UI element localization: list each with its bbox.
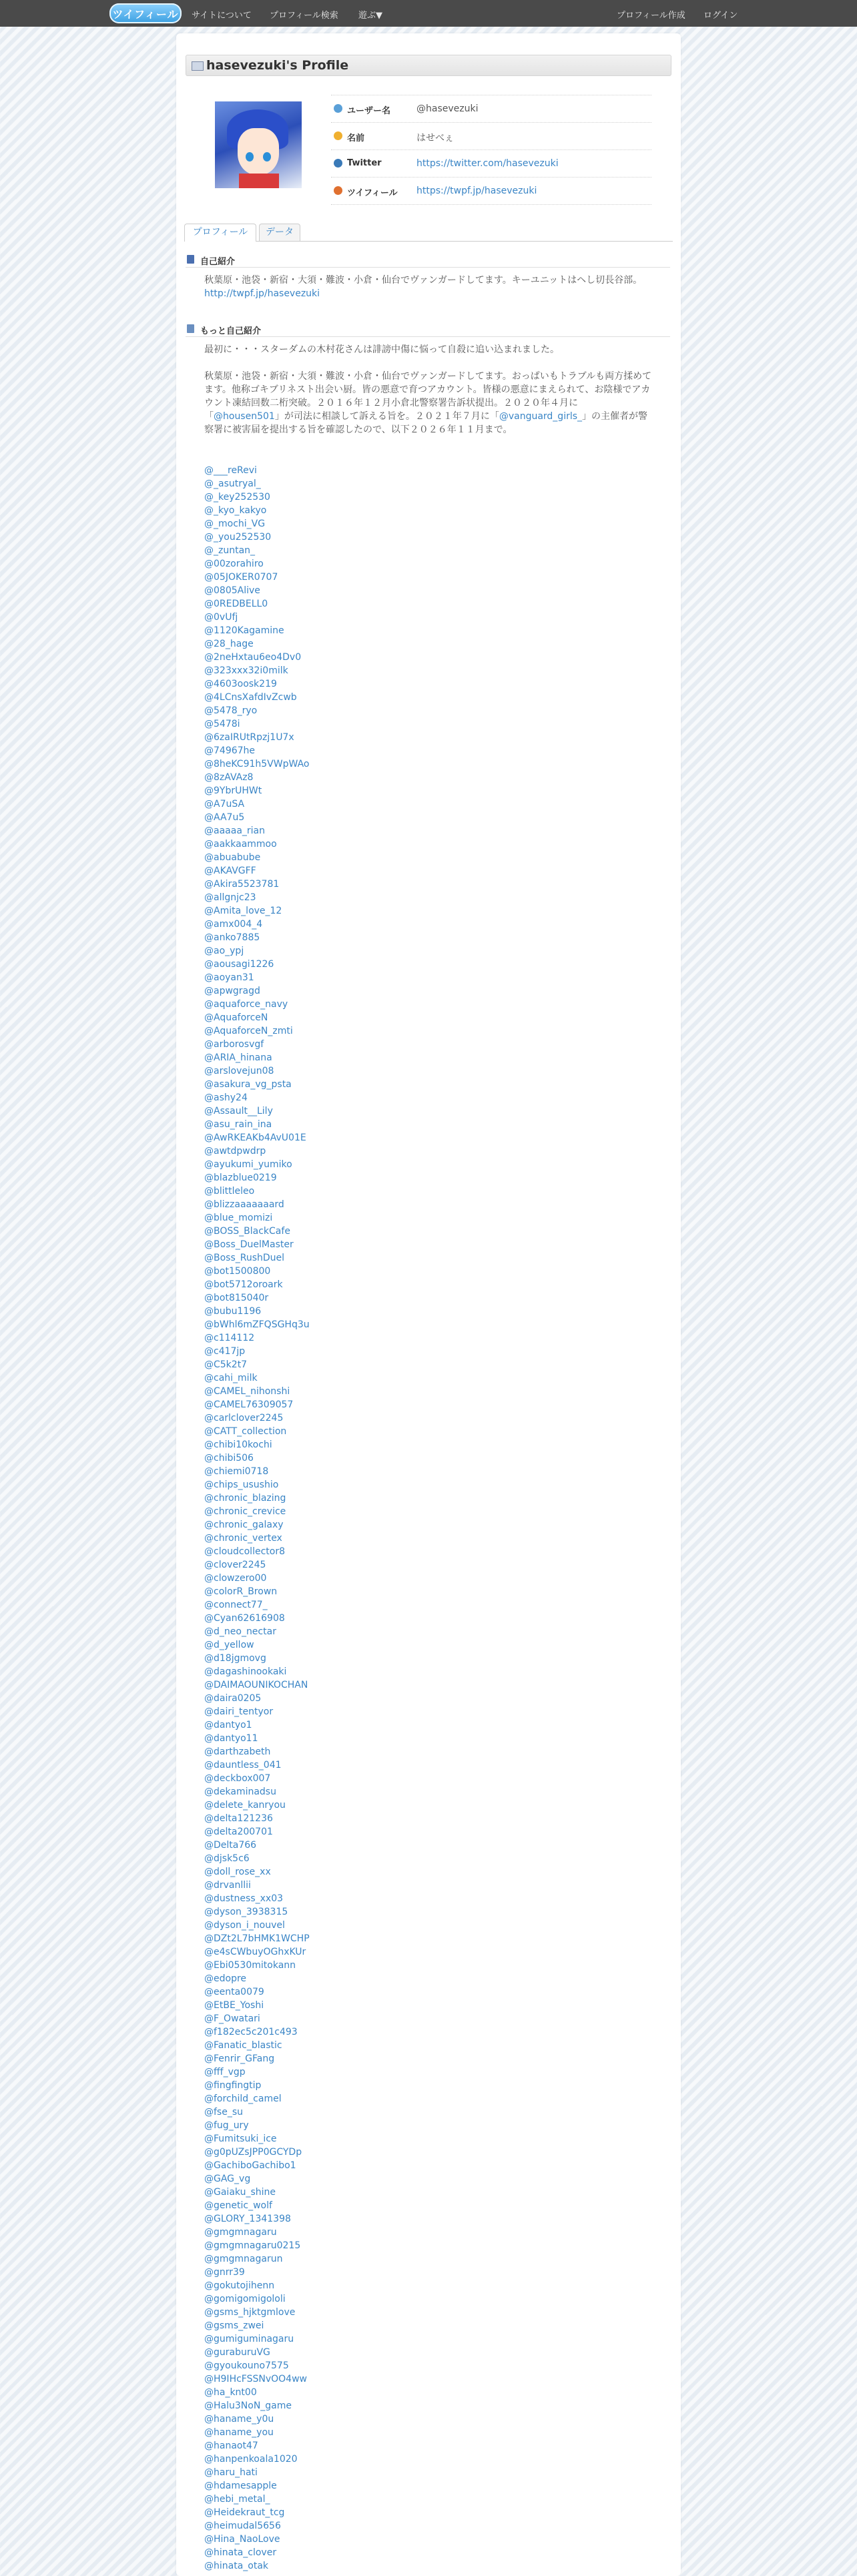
top-navigation-bar [0,0,857,27]
handle-list [204,464,471,2573]
profile-card-icon [192,61,204,71]
handle-link[interactable]: @connect77_ [204,1600,268,1610]
paragraph-text: 」が司法に相談して訴える旨を。２０２１年７月に「 [274,411,499,422]
handle-link[interactable]: @chronic_galaxy [204,1520,284,1530]
handle-link[interactable]: @dantyo1 [204,1720,252,1730]
handle-link[interactable]: @DAIMAOUNIKOCHAN [204,1680,308,1690]
handle-link[interactable]: @g0pUZsJPP0GCYDp [204,2147,302,2158]
handle-link[interactable]: @aakkaammoo [204,839,277,850]
handle-link[interactable]: @28_hage [204,639,254,649]
intro-heading [186,252,670,268]
handle-link[interactable]: @Cyan62616908 [204,1613,285,1624]
handle-link[interactable]: @5478_ryo [204,705,258,716]
handle-link[interactable]: @chips_usushio [204,1480,279,1490]
handle-link[interactable]: @GAG_vg [204,2174,251,2184]
handle-link[interactable]: @GachiboGachibo1 [204,2160,296,2171]
handle-link[interactable]: @_key252530 [204,492,270,503]
handle-link[interactable]: @chibi10kochi [204,1439,272,1450]
mention-link[interactable]: @vanguard_girls_ [499,411,583,422]
handle-link[interactable]: @AquaforceN [204,1012,268,1023]
handle-link[interactable]: @arslovejun08 [204,1066,274,1076]
handle-link[interactable]: @Amita_love_12 [204,906,282,916]
handle-link[interactable]: @daira0205 [204,1693,262,1704]
handle-link[interactable]: @c114112 [204,1333,255,1343]
handle-link[interactable]: @ARIA_hinana [204,1052,272,1063]
handle-link[interactable]: @ayukumi_yumiko [204,1159,292,1170]
handle-link[interactable]: @Heidekraut_tcg [204,2507,285,2518]
handle-link[interactable]: @gyoukouno7575 [204,2360,289,2371]
twitter-link[interactable]: https://twitter.com/hasevezuki [416,158,559,169]
handle-link[interactable]: @awtdpwdrp [204,1146,266,1157]
handle-link[interactable]: @colorR_Brown [204,1586,278,1597]
handle-link[interactable]: @chronic_blazing [204,1493,286,1504]
handle-link[interactable]: @hanaot47 [204,2441,258,2451]
handle-link[interactable]: @dustness_xx03 [204,1893,284,1904]
handle-link[interactable]: @gmgmnagaru [204,2227,277,2238]
handle-link[interactable]: @amx004_4 [204,919,263,930]
handle-link[interactable]: @bubu1196 [204,1306,262,1317]
handle-link[interactable]: @gsms_zwei [204,2320,264,2331]
handle-link[interactable]: @dantyo11 [204,1733,258,1744]
tab-profile[interactable]: プロフィール [184,224,256,242]
handle-link[interactable]: @4LCnsXafdIvZcwb [204,692,297,703]
handle-link[interactable]: @cloudcollector8 [204,1546,285,1557]
handle-link[interactable]: @Boss_DuelMaster [204,1239,294,1250]
section-title: 自己紹介 [200,257,236,267]
handle-link[interactable]: @aquaforce_navy [204,999,288,1010]
handle-link[interactable]: @Fanatic_blastic [204,2040,282,2051]
handle-link[interactable]: @9YbrUHWt [204,785,262,796]
handle-link[interactable]: @_kyo_kakyo [204,505,267,516]
handle-link[interactable]: @0vUfj [204,612,238,623]
handle-link[interactable]: @4603oosk219 [204,679,277,689]
handle-link[interactable]: @bot1500800 [204,1266,271,1277]
handle-link[interactable]: @_zuntan_ [204,545,256,556]
handle-link[interactable]: @drvanllii [204,1880,251,1891]
handle-link[interactable]: @DZt2L7bHMK1WCHP [204,1933,310,1944]
handle-link[interactable]: @arborosvgf [204,1039,264,1050]
info-row-name [331,123,651,150]
handle-link[interactable]: @hdamesapple [204,2481,277,2491]
globe-icon [334,159,342,168]
nav-about-link[interactable]: サイトについて [192,11,252,21]
handle-link[interactable]: @hebi_metal_ [204,2494,270,2505]
handle-link[interactable]: @asu_rain_ina [204,1119,272,1130]
handle-link[interactable]: @delta200701 [204,1827,273,1837]
handle-link[interactable]: @blizzaaaaaaard [204,1199,284,1210]
handle-link[interactable]: @323xxx32i0milk [204,665,288,676]
handle-link[interactable]: @aaaaa_rian [204,826,265,836]
handle-link[interactable]: @f182ec5c201c493 [204,2027,298,2037]
handle-link[interactable]: @Fumitsuki_ice [204,2134,277,2144]
handle-link[interactable]: @chronic_vertex [204,1533,282,1544]
book-icon [187,255,194,264]
username-value: @hasevezuki [416,103,479,114]
handle-link[interactable]: @haru_hati [204,2467,258,2478]
handle-link[interactable]: @genetic_wolf [204,2200,272,2211]
handle-link[interactable]: @___reRevi [204,465,257,476]
handle-link[interactable]: @2neHxtau6eo4Dv0 [204,652,302,663]
handle-link[interactable]: @bot815040r [204,1293,269,1303]
handle-link[interactable]: @fug_ury [204,2120,249,2131]
more-intro-heading [186,322,670,337]
handle-link[interactable]: @blue_momizi [204,1213,273,1223]
handle-link[interactable]: @aoyan31 [204,972,254,983]
handle-link[interactable]: @gmgmnagarun [204,2254,283,2264]
handle-link[interactable]: @chiemi0718 [204,1466,269,1477]
handle-link[interactable]: @_mochi_VG [204,519,266,529]
info-label: ツイフィール [347,188,398,198]
handle-link[interactable]: @8zAVAz8 [204,772,254,783]
handle-link[interactable]: @eenta0079 [204,1987,264,1997]
profile-title-bar [186,55,671,76]
handle-link[interactable]: @d_neo_nectar [204,1626,276,1637]
handle-link[interactable]: @F_Owatari [204,2013,260,2024]
handle-link[interactable]: @gomigomigololi [204,2294,286,2304]
handle-link[interactable]: @Hina_NaoLove [204,2534,280,2545]
page-title: hasevezuki's Profile [206,58,349,73]
handle-link[interactable]: @gokutojihenn [204,2280,275,2291]
handle-link[interactable]: @chronic_crevice [204,1506,286,1517]
handle-link[interactable]: @bot5712oroark [204,1279,283,1290]
name-value: はせべぇ [416,133,454,143]
handle-link[interactable]: @dekaminadsu [204,1787,276,1797]
handle-link[interactable]: @74967he [204,745,256,756]
handle-link[interactable]: @dairi_tentyor [204,1706,274,1717]
handle-link[interactable]: @Akira5523781 [204,879,280,890]
handle-link[interactable]: @gumiguminagaru [204,2334,294,2344]
handle-link[interactable]: @0805Alive [204,585,260,596]
handle-link[interactable]: @fse_su [204,2107,244,2118]
home-icon [334,186,342,195]
handle-link[interactable]: @apwgragd [204,986,260,996]
handle-link[interactable]: @ashy24 [204,1092,248,1103]
twpf-link[interactable]: https://twpf.jp/hasevezuki [416,186,537,196]
handle-link[interactable]: @CAMEL76309057 [204,1399,294,1410]
handle-link[interactable]: @00zorahiro [204,559,264,569]
nav-profile-search-link[interactable]: プロフィール検索 [270,11,338,21]
handle-link[interactable]: @fingfingtip [204,2080,262,2091]
handle-link[interactable]: @edopre [204,1973,247,1984]
handle-link[interactable]: @gmgmnagaru0215 [204,2240,301,2251]
handle-link[interactable]: @guraburuVG [204,2347,270,2358]
handle-link[interactable]: @Gaiaku_shine [204,2187,276,2198]
info-row-twitter [331,150,651,178]
intro-text [204,274,653,300]
handle-link[interactable]: @asakura_vg_psta [204,1079,292,1090]
nav-create-profile-link[interactable]: プロフィール作成 [617,11,685,21]
handle-link[interactable]: @ao_ypj [204,946,244,956]
info-label: 名前 [347,133,365,143]
section-title: もっと自己紹介 [200,326,262,336]
handle-link[interactable]: @Delta766 [204,1840,257,1851]
handle-link[interactable]: @bWhl6mZFQSGHq3u [204,1319,310,1330]
user-icon [334,104,342,113]
handle-link[interactable]: @forchild_camel [204,2094,282,2104]
handle-link[interactable]: @heimudal5656 [204,2521,281,2531]
handle-link[interactable]: @dyson_3938315 [204,1907,288,1917]
handle-link[interactable]: @d18jgmovg [204,1653,266,1664]
info-row-twpf [331,178,651,205]
handle-link[interactable]: @dagashinookaki [204,1666,287,1677]
handle-link[interactable]: @5478i [204,719,240,729]
handle-link[interactable]: @delete_kanryou [204,1800,286,1811]
smiley-icon [334,131,342,140]
handle-link[interactable]: @ha_knt00 [204,2387,257,2398]
handle-link[interactable]: @delta121236 [204,1813,273,1824]
handle-link[interactable]: @anko7885 [204,932,260,943]
handle-link[interactable]: @Halu3NoN_game [204,2400,292,2411]
handle-link[interactable]: @EtBE_Yoshi [204,2000,264,2011]
intro-link[interactable]: http://twpf.jp/hasevezuki [204,288,320,299]
handle-link[interactable]: @blazblue0219 [204,1173,277,1183]
handle-link[interactable]: @0REDBELL0 [204,599,268,609]
handle-link[interactable]: @Boss_RushDuel [204,1253,285,1263]
handle-link[interactable]: @doll_rose_xx [204,1867,271,1877]
handle-link[interactable]: @chibi506 [204,1453,254,1464]
handle-link[interactable]: @Fenrir_GFang [204,2053,275,2064]
handle-link[interactable]: @H9IHcFSSNvOO4ww [204,2374,307,2384]
handle-link[interactable]: @AquaforceN_zmti [204,1026,293,1036]
handle-link[interactable]: @carlclover2245 [204,1413,284,1423]
avatar [215,101,302,188]
handle-link[interactable]: @haname_you [204,2427,274,2438]
info-label: Twitter [347,158,382,168]
handle-link[interactable]: @djsk5c6 [204,1853,250,1864]
handle-link[interactable]: @gnrr39 [204,2267,245,2278]
handle-link[interactable]: @aousagi1226 [204,959,274,970]
handle-link[interactable]: @dauntless_041 [204,1760,282,1770]
more-intro-paragraph [204,370,653,436]
handle-link[interactable]: @6zaIRUtRpzj1U7x [204,732,294,743]
handle-link[interactable]: @allgnjc23 [204,892,256,903]
handle-link[interactable]: @GLORY_1341398 [204,2214,291,2224]
handle-link[interactable]: @c417jp [204,1346,246,1357]
handle-link[interactable]: @darthzabeth [204,1746,271,1757]
handle-link[interactable]: @fff_vgp [204,2067,246,2077]
handle-link[interactable]: @blittleleo [204,1186,255,1197]
handle-link[interactable]: @gsms_hjktgmlove [204,2307,296,2318]
handle-link[interactable]: @dyson_i_nouvel [204,1920,285,1931]
handle-link[interactable]: @Assault__Lily [204,1106,273,1116]
paragraph-text: 」の主催者が警察署に被害届を提出する旨を確認したので、以下２０２６年１１月まで。 [204,411,648,435]
handle-link[interactable]: @AA7u5 [204,812,245,823]
site-logo[interactable]: ツイフィール [109,3,182,23]
profile-info-table [331,95,651,205]
handle-link[interactable]: @hinata_clover [204,2547,277,2558]
handle-link[interactable]: @CATT_collection [204,1426,287,1437]
handle-link[interactable]: @hinata_otak [204,2561,269,2571]
profile-tabs [184,224,673,242]
handle-link[interactable]: @AwRKEAKb4AvU01E [204,1133,306,1143]
handle-link[interactable]: @A7uSA [204,799,245,810]
handle-link[interactable]: @1120Kagamine [204,625,284,636]
info-row-username [331,95,651,123]
handle-link[interactable]: @cahi_milk [204,1373,258,1383]
handle-link[interactable]: @CAMEL_nihonshi [204,1386,290,1397]
info-label: ユーザー名 [347,106,391,116]
nav-login-link[interactable]: ログイン [703,11,738,21]
handle-link[interactable]: @haname_y0u [204,2414,274,2425]
handle-link[interactable]: @clover2245 [204,1560,266,1570]
handle-link[interactable]: @Ebi0530mitokann [204,1960,296,1971]
profile-panel [176,33,681,2576]
handle-link[interactable]: @8heKC91h5VWpWAo [204,759,310,769]
handle-link[interactable]: @C5k2t7 [204,1359,248,1370]
handle-link[interactable]: @hanpenkoala1020 [204,2454,298,2465]
handle-link[interactable]: @deckbox007 [204,1773,271,1784]
handle-link[interactable]: @d_yellow [204,1640,254,1650]
paragraph-text: 秋葉原・池袋・新宿・大須・難波・小倉・仙台でヴァンガードしてます。おっぱいもトラブルも両方揉めてます。他称ゴキブリネスト出会い厨。皆の悪意で育つアカウント。皆様の悪意にまえられて、お陰様でアカウント凍結回数二桁突破。２０１６年１２月小倉北警察署告訴状提出。２０２０年４月に「 [204,371,652,422]
handle-link[interactable]: @_you252530 [204,532,272,543]
notebook-icon [187,324,194,333]
handle-link[interactable]: @e4sCWbuyOGhxKUr [204,1947,306,1957]
tab-data[interactable]: データ [259,224,300,241]
handle-link[interactable]: @_asutryal_ [204,478,261,489]
handle-link[interactable]: @abuabube [204,852,261,863]
handle-link[interactable]: @AKAVGFF [204,866,256,876]
handle-link[interactable]: @BOSS_BlackCafe [204,1226,290,1237]
handle-link[interactable]: @05JOKER0707 [204,572,278,583]
more-intro-line1: 最初に・・・スターダムの木村花さんは誹謗中傷に悩って自殺に追い込まれました。 [204,344,559,355]
handle-link[interactable]: @clowzero00 [204,1573,267,1584]
intro-body: 秋葉原・池袋・新宿・大須・難波・小倉・仙台でヴァンガードしてます。キーユニットはヘし切長谷部。 [204,275,643,286]
nav-play-dropdown[interactable]: 遊ぶ▼ [358,11,382,21]
mention-link[interactable]: @housen501 [214,411,275,422]
